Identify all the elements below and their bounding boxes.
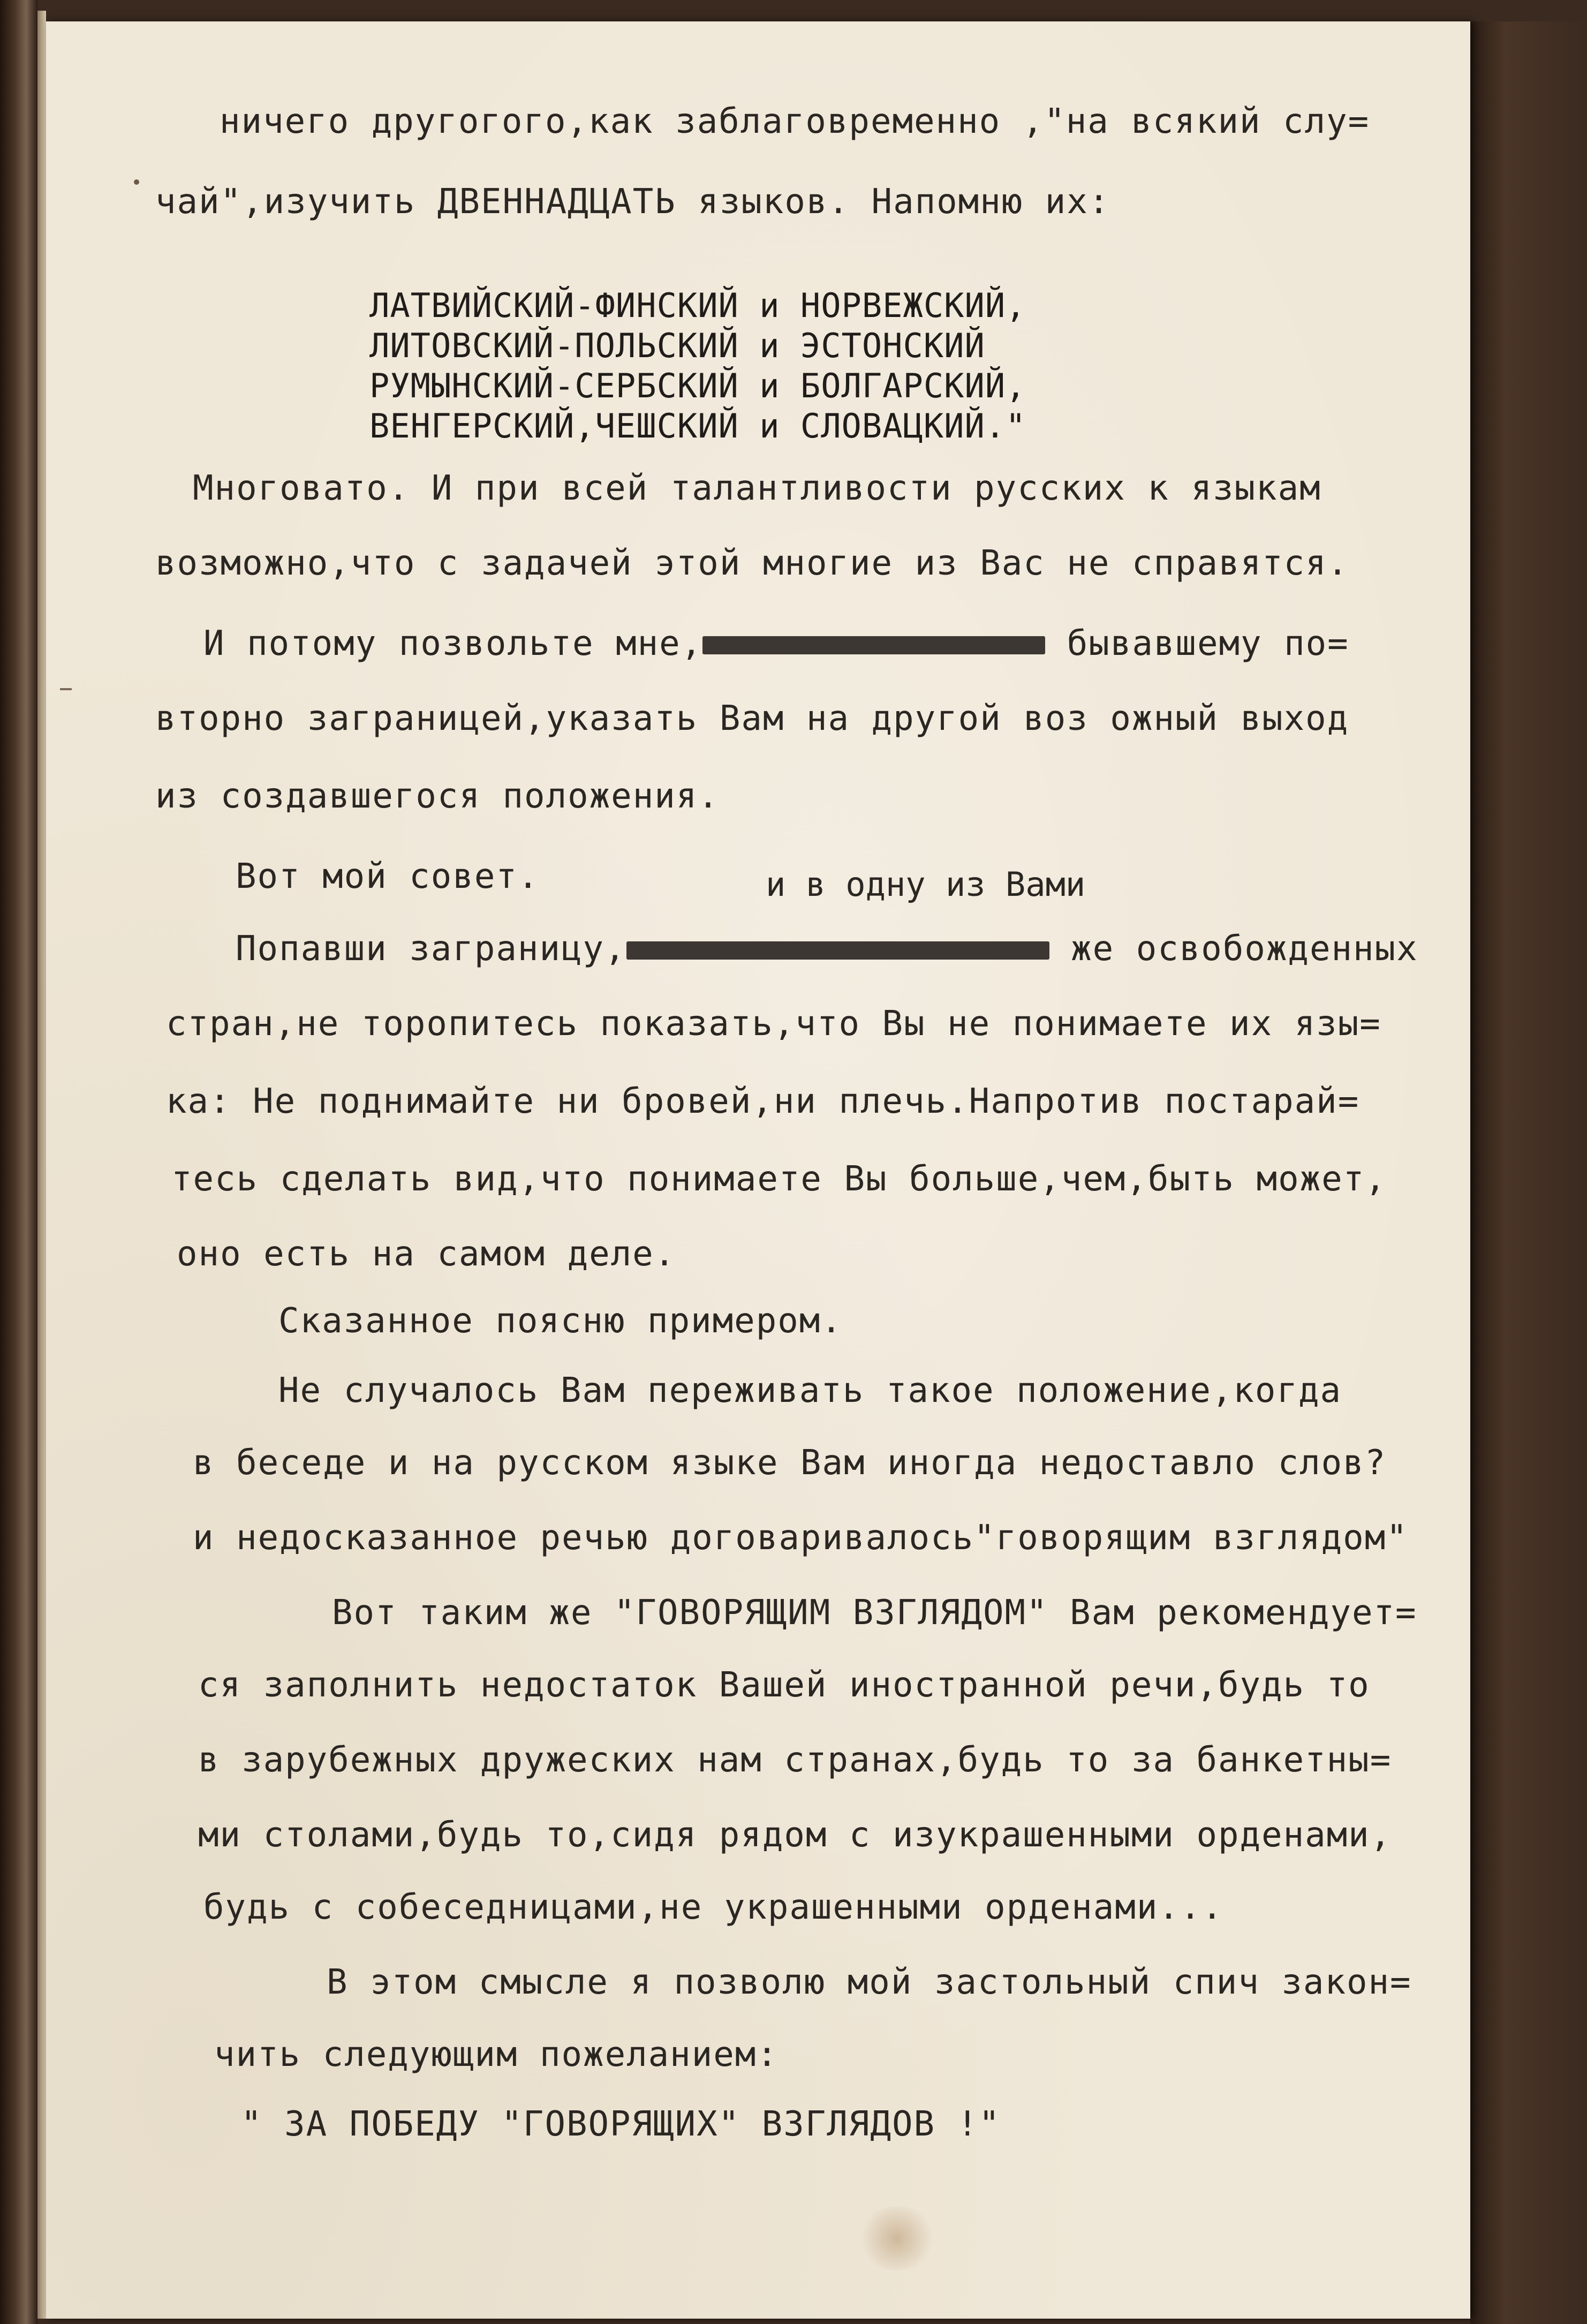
- text-line-15: Не случалось Вам переживать такое положение,когда: [278, 1371, 1342, 1410]
- text-line-23: В этом смысле я позволю мой застольный спич закон=: [327, 1963, 1412, 2002]
- text-line-11: ка: Не поднимайте ни бровей,ни плечь.Напротив постарай=: [166, 1082, 1360, 1121]
- book-binding: [0, 0, 37, 2324]
- right-margin-shadow: [1470, 21, 1587, 2324]
- text-line-16: в беседе и на русском языке Вам иногда недоставло слов?: [193, 1443, 1387, 1483]
- paper-stain: [857, 2206, 937, 2270]
- text-line-9-end: же освобожденных: [1049, 929, 1418, 969]
- struck-out-text-2: [626, 941, 1049, 960]
- text-line-17: и недосказанное речью договаривалось"говорящим взглядом": [193, 1518, 1408, 1558]
- handwritten-insertion: и в одну из Вами: [766, 865, 1086, 904]
- page-edge: [37, 11, 46, 2319]
- text-line-5-start: И потому позвольте мне,: [203, 624, 703, 663]
- text-line-10: стран,не торопитесь показать,что Вы не понимаете их язы=: [166, 1004, 1381, 1044]
- text-line-19: ся заполнить недостаток Вашей иностранной речи,будь то: [198, 1665, 1370, 1705]
- text-line-25: " ЗА ПОБЕДУ "ГОВОРЯЩИХ" ВЗГЛЯДОВ !": [241, 2104, 1001, 2144]
- language-line-2: ЛИТОВСКИЙ-ПОЛЬСКИЙ и ЭСТОНСКИЙ: [369, 326, 985, 365]
- ink-speck: [134, 179, 139, 185]
- text-line-9: [236, 929, 1418, 969]
- text-line-22: будь с собеседницами,не украшенными орденами...: [203, 1888, 1223, 1927]
- text-line-5-end: бывавшему по=: [1045, 624, 1349, 663]
- text-line-13: оно есть на самом деле.: [177, 1234, 676, 1274]
- text-line-1: ничего другогого,как заблаговременно ,"на всякий слу=: [220, 102, 1370, 141]
- text-line-14: Сказанное поясню примером.: [278, 1301, 843, 1341]
- text-line-6: вторно заграницей,указать Вам на другой воз ожный выход: [155, 699, 1349, 738]
- language-line-1: ЛАТВИЙСКИЙ-ФИНСКИЙ и НОРВЕЖСКИЙ,: [369, 286, 1026, 325]
- text-line-20: в зарубежных дружеских нам странах,будь то за банкетны=: [198, 1740, 1392, 1780]
- text-line-2: чай",изучить ДВЕННАДЦАТЬ языков. Напомню их:: [155, 182, 1110, 222]
- text-line-3: Многовато. И при всей талантливости русских к языкам: [193, 469, 1321, 508]
- margin-mark: [60, 688, 72, 690]
- text-line-9-start: Попавши заграницу,: [236, 929, 626, 969]
- text-line-18: Вот таким же "ГОВОРЯЩИМ ВЗГЛЯДОМ" Вам рекомендует=: [332, 1593, 1417, 1633]
- language-line-3: РУМЫНСКИЙ-СЕРБСКИЙ и БОЛГАРСКИЙ,: [369, 366, 1026, 405]
- text-line-4: возможно,что с задачей этой многие из Вас не справятся.: [155, 544, 1349, 583]
- text-line-21: ми столами,будь то,сидя рядом с изукрашенными орденами,: [198, 1815, 1392, 1855]
- language-line-4: ВЕНГЕРСКИЙ,ЧЕШСКИЙ и СЛОВАЦКИЙ.": [369, 406, 1026, 446]
- text-line-8: Вот мой совет.: [236, 857, 540, 896]
- text-line-5: [203, 624, 1349, 663]
- text-line-24: чить следующим пожеланием:: [214, 2035, 779, 2074]
- text-line-12: тесь сделать вид,что понимаете Вы больше,чем,быть может,: [171, 1159, 1387, 1199]
- struck-out-text: [702, 636, 1045, 654]
- text-line-7: из создавшегося положения.: [155, 776, 720, 816]
